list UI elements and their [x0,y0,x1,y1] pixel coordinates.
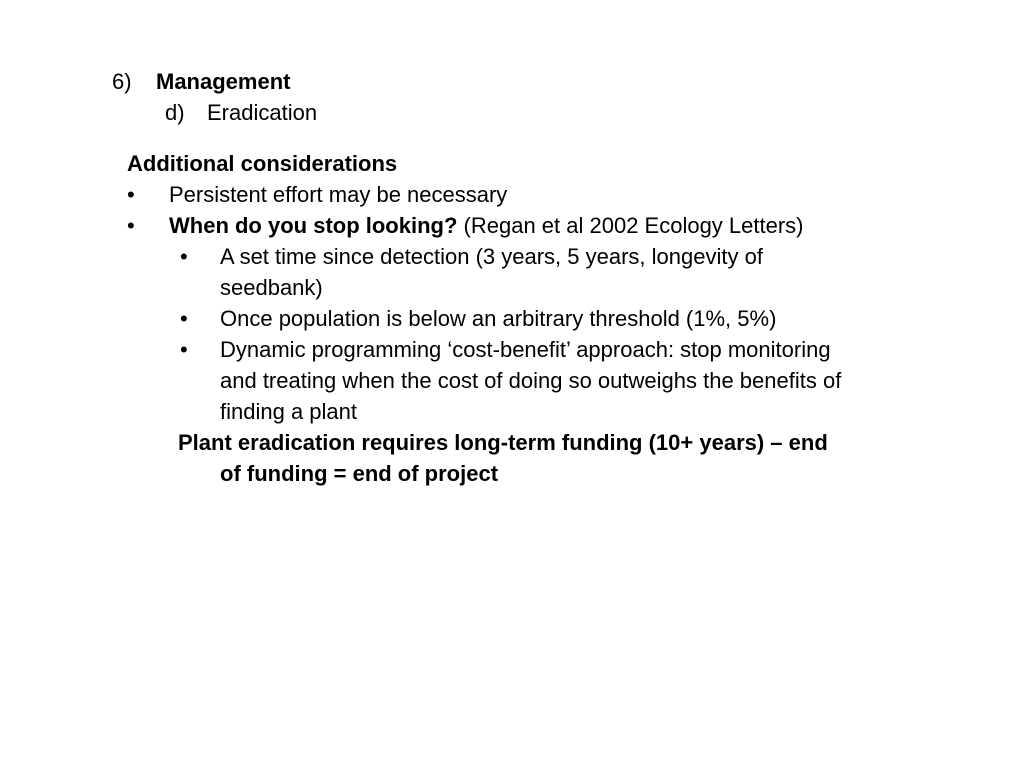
bullet-bold-text: When do you stop looking? [169,213,458,238]
sub-bullet-glyph: • [180,337,188,362]
sub-bullet-glyph: • [180,244,188,269]
subheading-title: Eradication [207,100,318,125]
sub-bullet-text: A set time since detection (3 years, 5 years, longevity of [220,244,763,269]
sub-bullet-text: Once population is below an arbitrary threshold (1%, 5%) [220,306,777,331]
subheading-letter: d) [165,100,185,125]
heading-title: Management [156,69,291,94]
conclusion-text-continued: of funding = end of project [220,461,499,486]
bullet-glyph: • [127,182,135,207]
sub-bullet-text-continued: finding a plant [220,399,357,424]
bullet-citation-text: (Regan et al 2002 Ecology Letters) [457,213,804,238]
sub-bullet-text-continued: and treating when the cost of doing so outweighs the benefits of [220,368,842,393]
section-title: Additional considerations [127,151,398,176]
sub-bullet-text-continued: seedbank) [220,275,323,300]
heading-number: 6) [112,69,132,94]
bullet-glyph: • [127,213,135,238]
sub-bullet-text: Dynamic programming ‘cost-benefit’ approach: stop monitoring [220,337,831,362]
sub-bullet-glyph: • [180,306,188,331]
bullet-text [169,210,804,241]
bullet-text: Persistent effort may be necessary [169,182,508,207]
conclusion-text: Plant eradication requires long-term funding (10+ years) – end [178,430,828,455]
